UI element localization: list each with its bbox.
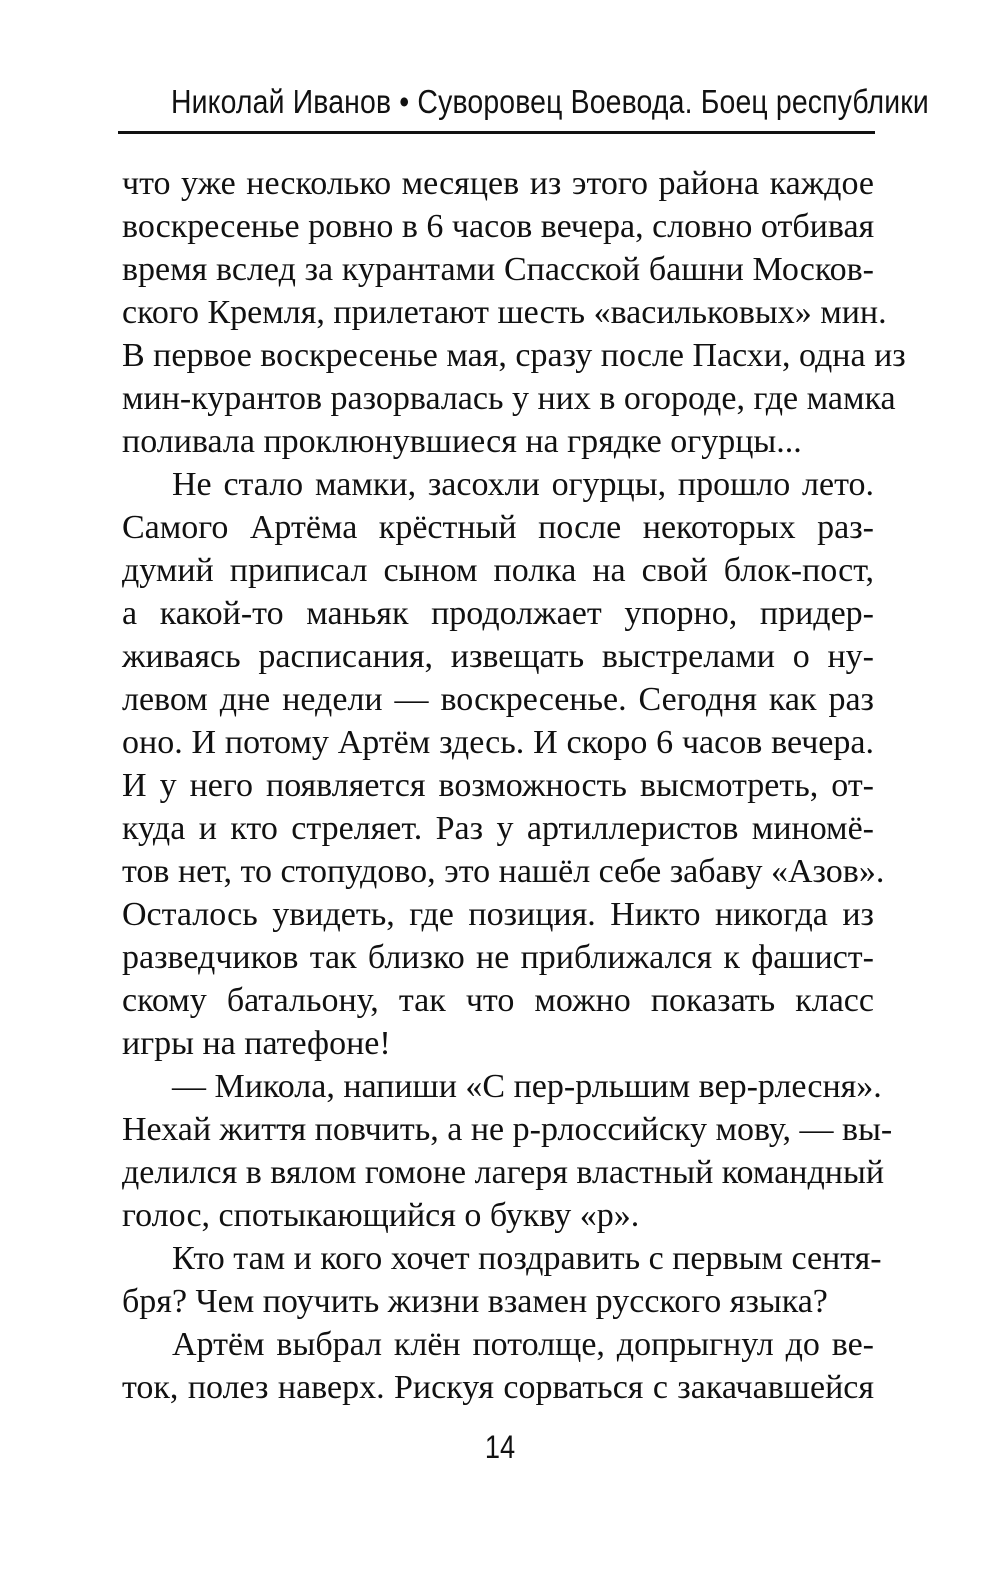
text-line: время вслед за курантами Спасской башни Москов- (122, 251, 874, 288)
text-line: бря? Чем поучить жизни взамен русского языка? (122, 1283, 828, 1320)
text-line: живаясь расписания, извещать выстрелами о ну- (122, 638, 874, 675)
text-line: думий приписал сыном полка на свой блок-пост, (122, 552, 874, 589)
text-line: Самого Артёма крёстный после некоторых раз- (122, 509, 874, 546)
text-line: что уже несколько месяцев из этого района каждое (122, 165, 874, 202)
text-line: скому батальону, так что можно показать класс (122, 982, 874, 1019)
text-line: Не стало мамки, засохли огурцы, прошло лето. (172, 466, 874, 503)
text-line: Кто там и кого хочет поздравить с первым сентя- (172, 1240, 882, 1277)
text-line: левом дне недели — воскресенье. Сегодня как раз (122, 681, 874, 718)
text-line: голос, спотыкающийся о букву «р». (122, 1197, 640, 1234)
text-line: куда и кто стреляет. Раз у артиллеристов миномё- (122, 810, 874, 847)
text-line: ского Кремля, прилетают шесть «васильковых» мин. (122, 294, 887, 331)
text-line: а какой-то маньяк продолжает упорно, придер- (122, 595, 874, 632)
text-line: разведчиков так близко не приближался к фашист- (122, 939, 874, 976)
text-line: тов нет, то стопудово, это нашёл себе забаву «Азов». (122, 853, 885, 890)
text-line: И у него появляется возможность высмотреть, от- (122, 767, 874, 804)
text-line: оно. И потому Артём здесь. И скоро 6 часов вечера. (122, 724, 874, 761)
text-line: Осталось увидеть, где позиция. Никто никогда из (122, 896, 874, 933)
text-line: мин-курантов разорвалась у них в огороде, где мамка (122, 380, 896, 417)
text-line: Нехай життя повчить, а не р-рлоссийску мову, — вы- (122, 1111, 893, 1148)
text-line: делился в вялом гомоне лагеря властный командный (122, 1154, 885, 1191)
text-line: игры на патефоне! (122, 1025, 391, 1062)
text-line: В первое воскресенье мая, сразу после Пасхи, одна из (122, 337, 906, 374)
running-head: Николай Иванов • Суворовец Воевода. Боец республики (170, 83, 929, 120)
text-line: Артём выбрал клён потолще, допрыгнул до ве- (172, 1326, 874, 1363)
text-line: поливала проклюнувшиеся на грядке огурцы... (122, 423, 802, 460)
text-line: воскресенье ровно в 6 часов вечера, словно отбивая (122, 208, 875, 245)
text-line: — Микола, напиши «С пер-рльшим вер-рлесня». (172, 1068, 882, 1105)
page-number: 14 (484, 1429, 516, 1465)
text-line: ток, полез наверх. Рискуя сорваться с закачавшейся (122, 1369, 874, 1406)
header-rule (118, 131, 875, 134)
